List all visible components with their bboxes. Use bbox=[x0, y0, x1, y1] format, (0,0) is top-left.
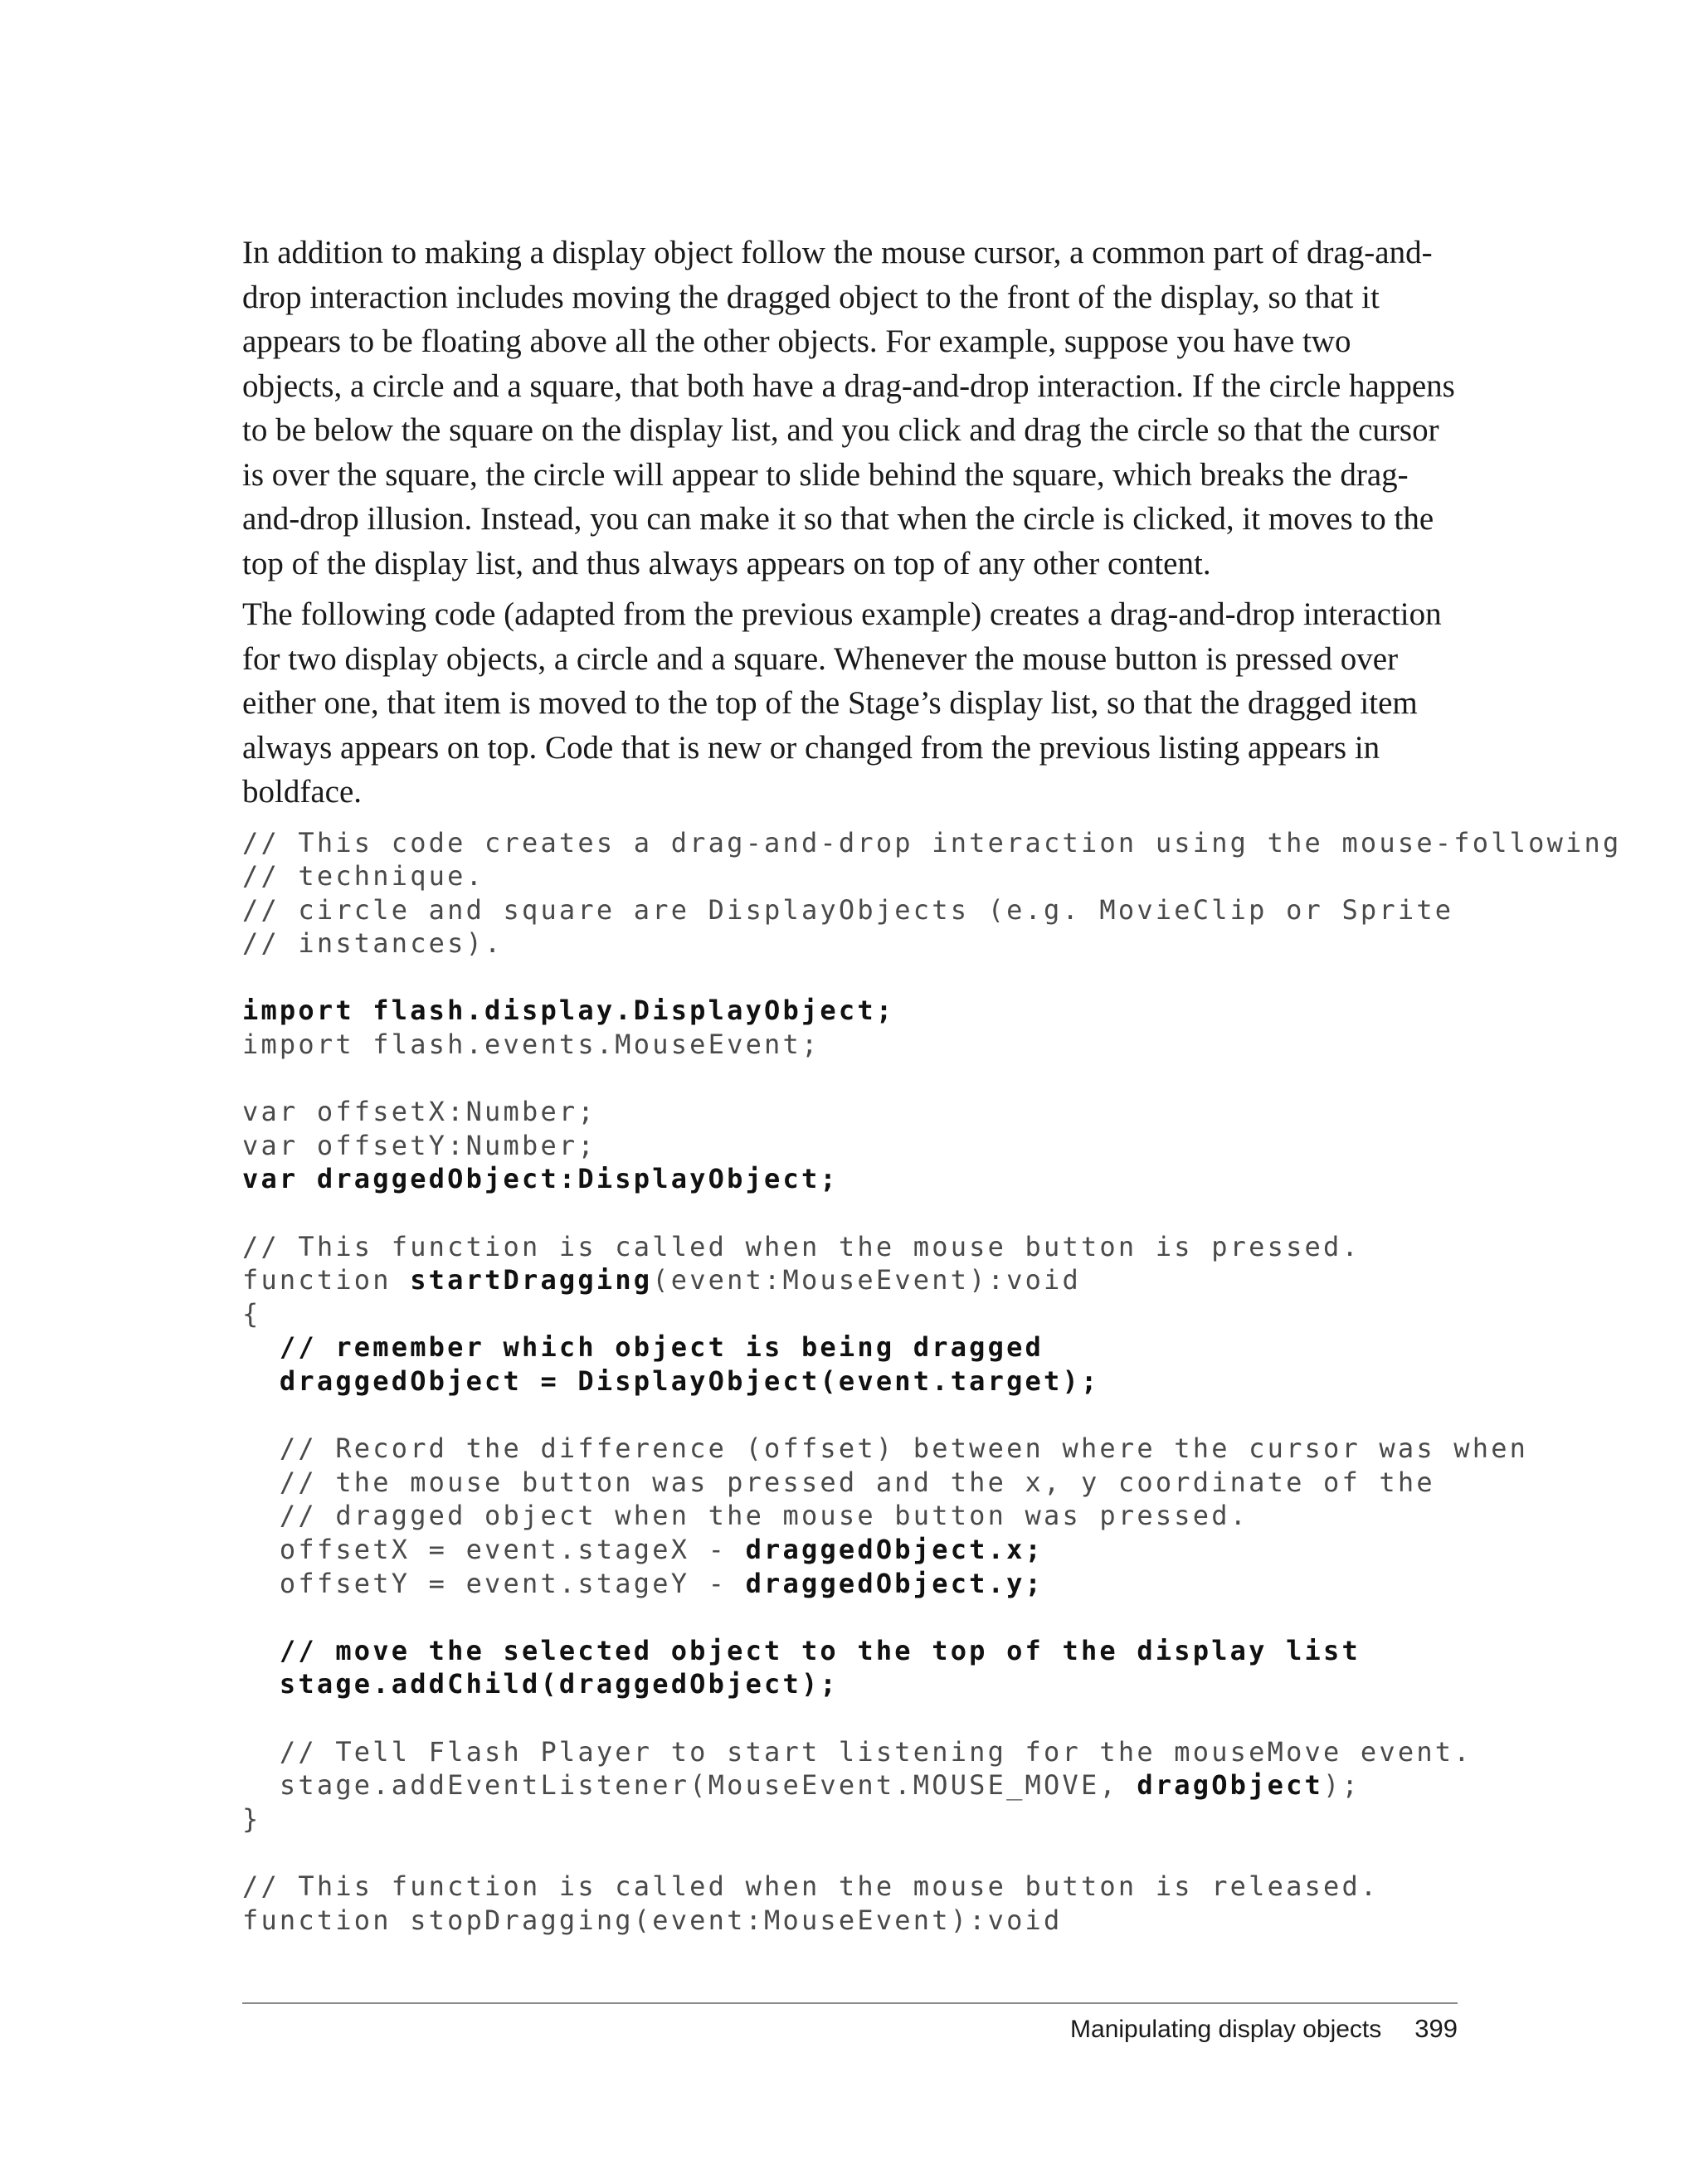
footer-section-title: Manipulating display objects bbox=[1070, 2016, 1382, 2043]
code-line bbox=[242, 1330, 1458, 1364]
code-segment-bold: // remember which object is being dragged bbox=[242, 1331, 1044, 1364]
code-line bbox=[242, 1398, 1458, 1432]
code-segment: } bbox=[242, 1802, 261, 1835]
footer-divider bbox=[242, 2002, 1458, 2004]
code-segment: // circle and square are DisplayObjects (e.g. MovieClip or Sprite bbox=[242, 893, 1454, 926]
code-line bbox=[242, 1567, 1458, 1601]
code-listing bbox=[242, 826, 1622, 1938]
code-line bbox=[242, 1129, 1458, 1163]
code-segment: var offsetY:Number; bbox=[242, 1129, 596, 1161]
code-line bbox=[242, 1364, 1458, 1398]
code-segment: // This function is called when the mouse button is released. bbox=[242, 1870, 1380, 1902]
code-segment: // instances). bbox=[242, 927, 504, 960]
code-segment: // the mouse button was pressed and the x, y coordinate of the bbox=[242, 1466, 1435, 1498]
code-line bbox=[242, 1196, 1458, 1230]
code-line bbox=[242, 1499, 1458, 1533]
code-segment-bold: draggedObject = DisplayObject(event.target); bbox=[242, 1365, 1100, 1397]
code-segment-bold: import flash.display.DisplayObject; bbox=[242, 995, 895, 1027]
code-segment-bold: draggedObject.x; bbox=[745, 1533, 1044, 1565]
code-segment-bold: // move the selected object to the top of the display list bbox=[242, 1634, 1361, 1666]
body-paragraph-2: The following code (adapted from the previous example) creates a drag-and-drop interaction for two display objects, a circle and a square. Whenever the mouse button is pressed over either one, that item is moved to the top of the Stage’s display list, so that the dragged item always appears on top. Code that is new or changed from the previous listing appears in boldface. bbox=[242, 596, 1442, 810]
code-segment: import flash.events.MouseEvent; bbox=[242, 1029, 820, 1061]
code-line bbox=[242, 1870, 1458, 1904]
code-line bbox=[242, 927, 1458, 961]
code-segment: function stopDragging(event:MouseEvent):void bbox=[242, 1904, 1063, 1936]
page-content bbox=[242, 231, 1622, 1937]
code-line bbox=[242, 1802, 1458, 1836]
code-line bbox=[242, 1432, 1529, 1466]
page-number: 399 bbox=[1414, 2014, 1458, 2043]
code-line bbox=[242, 1095, 1458, 1129]
code-segment: offsetY = event.stageY - bbox=[242, 1567, 746, 1599]
code-segment-bold: draggedObject.y; bbox=[745, 1567, 1044, 1599]
code-line bbox=[242, 1701, 1458, 1735]
code-segment: function bbox=[242, 1264, 411, 1296]
code-segment: // This function is called when the mouse button is pressed. bbox=[242, 1230, 1361, 1262]
code-segment-bold: startDragging bbox=[410, 1264, 653, 1296]
code-segment: offsetX = event.stageX - bbox=[242, 1533, 746, 1565]
code-line bbox=[242, 1904, 1458, 1938]
code-line bbox=[242, 1162, 1458, 1196]
code-segment: // Tell Flash Player to start listening for the mouseMove event. bbox=[242, 1735, 1473, 1768]
code-segment: var offsetX:Number; bbox=[242, 1096, 596, 1128]
code-line bbox=[242, 1062, 1458, 1096]
code-segment-bold: dragObject bbox=[1137, 1769, 1324, 1802]
code-line bbox=[242, 1634, 1458, 1668]
code-segment-bold: stage.addChild(draggedObject); bbox=[242, 1668, 839, 1700]
code-segment: ); bbox=[1323, 1769, 1361, 1802]
code-segment: // technique. bbox=[242, 860, 485, 893]
code-line bbox=[242, 1836, 1458, 1870]
code-line bbox=[242, 859, 1458, 893]
code-segment: // Record the difference (offset) between where the cursor was when bbox=[242, 1432, 1529, 1465]
code-segment: // dragged object when the mouse button was pressed. bbox=[242, 1500, 1249, 1532]
code-line bbox=[242, 1768, 1458, 1802]
code-line bbox=[242, 1667, 1458, 1701]
code-line bbox=[242, 1466, 1458, 1500]
code-line bbox=[242, 1263, 1458, 1297]
body-paragraph-1: In addition to making a display object follow the mouse cursor, a common part of drag-and-drop interaction includes moving the dragged object to the front of the display, so that it appears to be floating above all the other objects. For example, suppose you have two objects, a circle and a square, that both have a drag-and-drop interaction. If the circle happens to be below the square on the display list, and you click and drag the circle so that the cursor is over the square, the circle will appear to slide behind the square, which breaks the drag-and-drop illusion. Instead, you can make it so that when the circle is clicked, it moves to the top of the display list, and thus always appears on top of any other content. bbox=[242, 235, 1455, 581]
page-footer bbox=[1070, 2014, 1458, 2044]
code-segment: { bbox=[242, 1297, 261, 1330]
code-line bbox=[242, 826, 1622, 860]
code-line bbox=[242, 893, 1458, 927]
code-segment: // This code creates a drag-and-drop interaction using the mouse-following bbox=[242, 826, 1622, 859]
code-line bbox=[242, 1028, 1458, 1062]
code-line bbox=[242, 1735, 1473, 1769]
code-segment: (event:MouseEvent):void bbox=[652, 1264, 1081, 1296]
code-line bbox=[242, 1297, 1458, 1331]
code-line bbox=[242, 1230, 1458, 1264]
code-line bbox=[242, 1600, 1458, 1634]
code-segment: stage.addEventListener(MouseEvent.MOUSE_MOVE, bbox=[242, 1769, 1137, 1802]
code-line bbox=[242, 994, 1458, 1028]
code-line bbox=[242, 1533, 1458, 1567]
code-segment-bold: var draggedObject:DisplayObject; bbox=[242, 1163, 839, 1195]
code-line bbox=[242, 961, 1458, 995]
